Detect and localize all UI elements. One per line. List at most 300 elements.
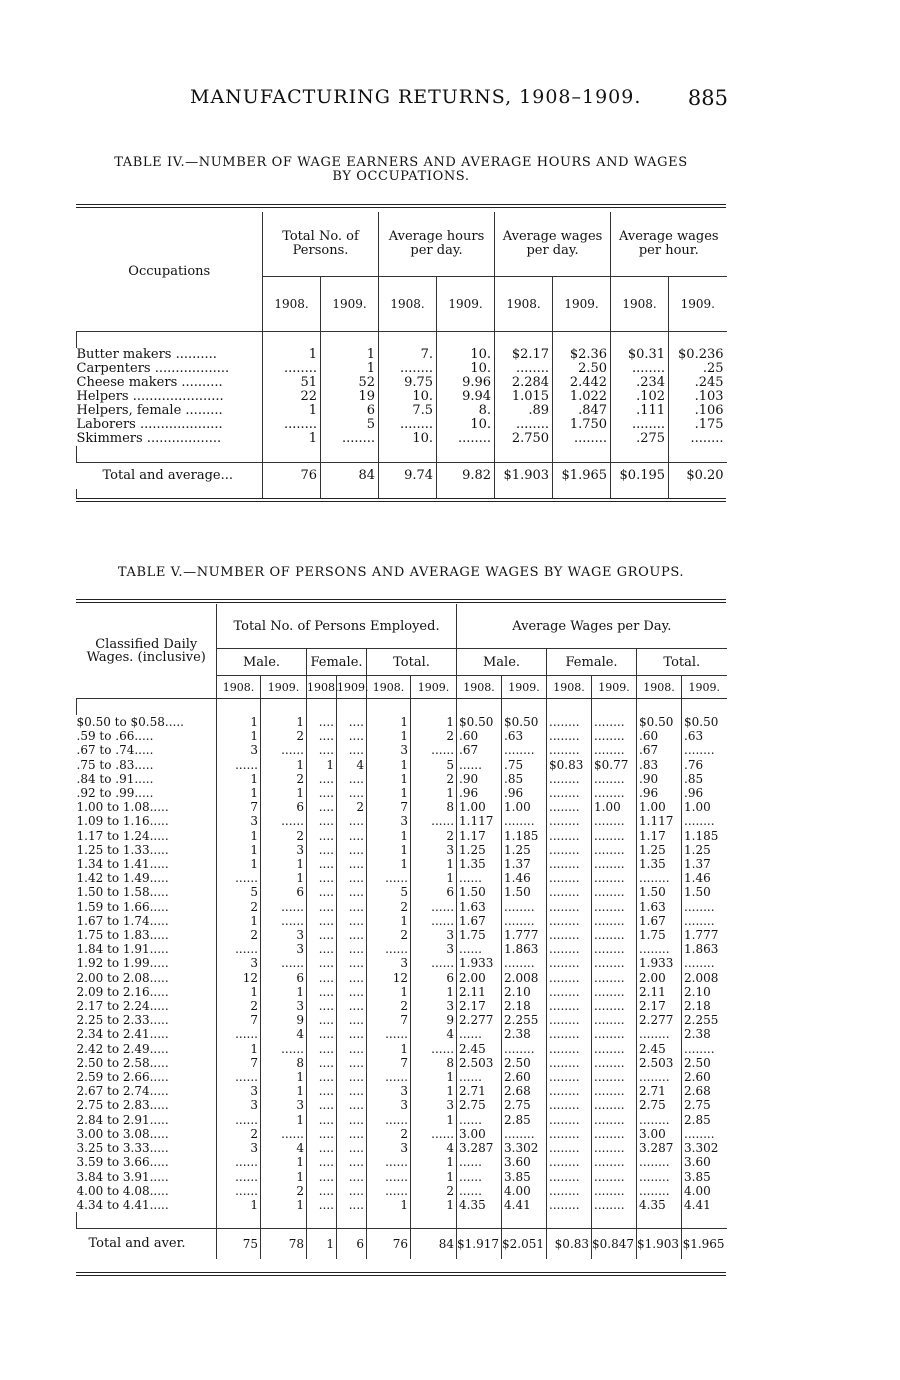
table-cell: .85 bbox=[682, 772, 727, 786]
table-cell: 3 bbox=[217, 956, 261, 970]
table-cell: 2.75 bbox=[682, 1098, 727, 1112]
table-row bbox=[77, 999, 727, 1013]
group-header-persons-employed: Total No. of Persons Employed. bbox=[217, 604, 457, 649]
table-cell: ........ bbox=[502, 1042, 547, 1056]
table-row bbox=[77, 772, 727, 786]
table-cell: ...... bbox=[367, 942, 411, 956]
spacer-cell bbox=[263, 446, 321, 463]
table-cell: 1.117 bbox=[457, 814, 502, 828]
table-cell: 10. bbox=[437, 348, 495, 362]
table-cell: 1 bbox=[367, 857, 411, 871]
table-cell: 3 bbox=[261, 928, 307, 942]
table-cell: ........ bbox=[592, 857, 637, 871]
year-header: 1908. bbox=[263, 277, 321, 332]
table-cell: .106 bbox=[669, 404, 727, 418]
table-cell: ........ bbox=[547, 743, 592, 757]
table-cell: 1.185 bbox=[502, 829, 547, 843]
table-cell: 1 bbox=[261, 871, 307, 885]
sub-header-male-wages: Male. bbox=[457, 649, 547, 676]
year-header: 1909. bbox=[669, 277, 727, 332]
total-cell: $1.903 bbox=[637, 1229, 682, 1260]
table-cell: 2 bbox=[261, 829, 307, 843]
table-cell: 7 bbox=[217, 1056, 261, 1070]
table-cell: 3 bbox=[217, 743, 261, 757]
table-cell: 1.00 bbox=[682, 800, 727, 814]
table-cell: ...... bbox=[261, 814, 307, 828]
table-cell: .111 bbox=[611, 404, 669, 418]
table-cell: 51 bbox=[263, 376, 321, 390]
total-cell: 84 bbox=[411, 1229, 457, 1260]
table-cell: 2.008 bbox=[682, 971, 727, 985]
table-cell: ...... bbox=[261, 914, 307, 928]
table-cell: ...... bbox=[457, 1170, 502, 1184]
table-cell: ........ bbox=[502, 743, 547, 757]
table-cell: 1 bbox=[367, 729, 411, 743]
table-cell: 3 bbox=[411, 999, 457, 1013]
running-title: MANUFACTURING RETURNS, 1908–1909. bbox=[190, 86, 642, 108]
table-cell: ........ bbox=[547, 814, 592, 828]
table-cell: ...... bbox=[367, 1184, 411, 1198]
sub-header-male: Male. bbox=[217, 649, 307, 676]
table-cell: 1.25 bbox=[637, 843, 682, 857]
wage-group-label: 1.75 to 1.83..... bbox=[76, 928, 169, 943]
spacer-cell bbox=[682, 1212, 727, 1229]
table-row bbox=[77, 715, 727, 729]
table-cell: .... bbox=[307, 956, 337, 970]
table-cell: 5 bbox=[321, 418, 379, 432]
spacer-cell bbox=[411, 699, 457, 716]
table-cell: 1 bbox=[261, 758, 307, 772]
table-cell: ........ bbox=[502, 900, 547, 914]
table-cell: ........ bbox=[547, 715, 592, 729]
year-header: 1908. bbox=[547, 676, 592, 699]
total-cell: $0.847 bbox=[592, 1229, 637, 1260]
table-cell: ...... bbox=[367, 1170, 411, 1184]
table-cell: .... bbox=[307, 1113, 337, 1127]
table-cell: .... bbox=[307, 971, 337, 985]
table-cell: ...... bbox=[411, 1042, 457, 1056]
table4-bottom-rule bbox=[76, 498, 726, 502]
table-cell: .... bbox=[307, 829, 337, 843]
table-cell: 1 bbox=[367, 715, 411, 729]
table-cell: ...... bbox=[457, 1184, 502, 1198]
table-cell: 1.37 bbox=[502, 857, 547, 871]
wage-group-label: 1.09 to 1.16..... bbox=[76, 814, 169, 829]
table-cell: .96 bbox=[457, 786, 502, 800]
table-row bbox=[77, 914, 727, 928]
table-cell: 1 bbox=[411, 1170, 457, 1184]
table-cell: 1 bbox=[261, 1113, 307, 1127]
table-cell: 2.442 bbox=[553, 376, 611, 390]
table-cell: 5 bbox=[411, 758, 457, 772]
table-cell: ........ bbox=[682, 743, 727, 757]
table-cell: 8. bbox=[437, 404, 495, 418]
spacer-cell bbox=[682, 699, 727, 716]
table-cell: 1.67 bbox=[637, 914, 682, 928]
table-cell: ........ bbox=[547, 1098, 592, 1112]
table-cell: ........ bbox=[502, 914, 547, 928]
table-row bbox=[77, 885, 727, 899]
table-cell: ........ bbox=[547, 1141, 592, 1155]
table-cell: .... bbox=[337, 814, 367, 828]
spacer-cell bbox=[592, 699, 637, 716]
table-cell: .... bbox=[337, 956, 367, 970]
table-row bbox=[77, 1042, 727, 1056]
year-header: 1909. bbox=[411, 676, 457, 699]
table-cell: ........ bbox=[592, 743, 637, 757]
year-header: 1909. bbox=[321, 277, 379, 332]
spacer-cell bbox=[77, 332, 263, 349]
table-cell: 2.00 bbox=[637, 971, 682, 985]
table-cell: .102 bbox=[611, 390, 669, 404]
table-cell: .... bbox=[307, 1070, 337, 1084]
table-row bbox=[77, 928, 727, 942]
table-cell: .63 bbox=[502, 729, 547, 743]
table-cell: 2.503 bbox=[457, 1056, 502, 1070]
table-cell: ........ bbox=[592, 786, 637, 800]
wage-group-label: 2.84 to 2.91..... bbox=[76, 1112, 169, 1127]
table-cell: ........ bbox=[547, 843, 592, 857]
spacer-cell bbox=[307, 699, 337, 716]
spacer-cell bbox=[553, 446, 611, 463]
occupation-label: Cheese makers .......... bbox=[76, 376, 223, 390]
total-cell: 84 bbox=[321, 463, 379, 490]
table-cell: 2 bbox=[337, 800, 367, 814]
table-cell: 2.75 bbox=[457, 1098, 502, 1112]
table-cell: .83 bbox=[637, 758, 682, 772]
table-cell: 7 bbox=[217, 1013, 261, 1027]
table-cell: ........ bbox=[592, 1198, 637, 1212]
table-row bbox=[77, 1127, 727, 1141]
table-cell: 2.00 bbox=[457, 971, 502, 985]
table-cell: 2.17 bbox=[637, 999, 682, 1013]
table-cell: .75 bbox=[502, 758, 547, 772]
table-cell: ........ bbox=[637, 1155, 682, 1169]
total-cell: 9.82 bbox=[437, 463, 495, 490]
spacer-cell bbox=[437, 332, 495, 349]
table-cell: .... bbox=[307, 1155, 337, 1169]
table-cell: .... bbox=[337, 743, 367, 757]
table-cell: 2.11 bbox=[457, 985, 502, 999]
table-cell: 1 bbox=[261, 1198, 307, 1212]
spacer-cell bbox=[611, 446, 669, 463]
table-cell: ........ bbox=[547, 885, 592, 899]
table-row bbox=[77, 432, 727, 446]
table-cell: ........ bbox=[592, 900, 637, 914]
table-cell: ........ bbox=[547, 857, 592, 871]
table-row bbox=[77, 1155, 727, 1169]
table-cell: ........ bbox=[547, 999, 592, 1013]
year-header: 1909. bbox=[437, 277, 495, 332]
table-cell: 3 bbox=[411, 942, 457, 956]
spacer-cell bbox=[502, 1212, 547, 1229]
table-cell: .90 bbox=[637, 772, 682, 786]
table-cell: ........ bbox=[547, 800, 592, 814]
table-cell: 7 bbox=[367, 800, 411, 814]
table-cell: 2.10 bbox=[682, 985, 727, 999]
table-cell: .... bbox=[337, 942, 367, 956]
table-cell: ...... bbox=[457, 758, 502, 772]
table-cell: .... bbox=[307, 1013, 337, 1027]
table-cell: 1.63 bbox=[457, 900, 502, 914]
total-cell: $2.051 bbox=[502, 1229, 547, 1260]
table-cell: 1 bbox=[217, 829, 261, 843]
wage-group-label: 3.84 to 3.91..... bbox=[76, 1169, 169, 1184]
table-cell: ........ bbox=[592, 1070, 637, 1084]
year-header: 1908. bbox=[379, 277, 437, 332]
table-cell: 4.41 bbox=[682, 1198, 727, 1212]
table-cell: ...... bbox=[457, 1027, 502, 1041]
table-row bbox=[77, 857, 727, 871]
table-cell: ........ bbox=[547, 871, 592, 885]
table-cell: 1.17 bbox=[637, 829, 682, 843]
table-cell: 3.85 bbox=[502, 1170, 547, 1184]
spacer-cell bbox=[367, 699, 411, 716]
table-cell: .... bbox=[337, 1155, 367, 1169]
table-row bbox=[77, 971, 727, 985]
table-cell: 1.863 bbox=[502, 942, 547, 956]
table-cell: .... bbox=[337, 971, 367, 985]
table4-title-line1: TABLE IV.—NUMBER OF WAGE EARNERS AND AVERAGE HOURS AND WAGES bbox=[114, 155, 688, 170]
table-cell: .... bbox=[307, 914, 337, 928]
table-cell: $2.17 bbox=[495, 348, 553, 362]
table-cell: .... bbox=[307, 786, 337, 800]
table-cell: 1 bbox=[411, 857, 457, 871]
wage-group-label: 1.50 to 1.58..... bbox=[76, 885, 169, 900]
table-cell: ........ bbox=[502, 814, 547, 828]
table-cell: 1.46 bbox=[682, 871, 727, 885]
table-cell: 1.50 bbox=[457, 885, 502, 899]
table-cell: 3.00 bbox=[457, 1127, 502, 1141]
table-cell: ...... bbox=[367, 871, 411, 885]
table-cell: .... bbox=[337, 1113, 367, 1127]
table-cell: ........ bbox=[592, 1013, 637, 1027]
table-cell: ........ bbox=[502, 956, 547, 970]
table-row bbox=[77, 942, 727, 956]
wage-group-label: 2.09 to 2.16..... bbox=[76, 984, 169, 999]
table-cell: 3.287 bbox=[457, 1141, 502, 1155]
table-cell: 2.750 bbox=[495, 432, 553, 446]
table-cell: 2 bbox=[261, 772, 307, 786]
table-cell: ........ bbox=[547, 928, 592, 942]
table-cell: ...... bbox=[411, 956, 457, 970]
table-cell: 3.85 bbox=[682, 1170, 727, 1184]
table-cell: ...... bbox=[367, 1027, 411, 1041]
table-row bbox=[77, 418, 727, 432]
table-row bbox=[77, 1141, 727, 1155]
table-cell: 1 bbox=[367, 786, 411, 800]
table-cell: ...... bbox=[261, 743, 307, 757]
table-cell: .... bbox=[337, 1098, 367, 1112]
wage-group-label: 2.50 to 2.58..... bbox=[76, 1055, 169, 1070]
spacer-cell bbox=[495, 446, 553, 463]
table-row bbox=[77, 1084, 727, 1098]
table-cell: .96 bbox=[502, 786, 547, 800]
spacer-cell bbox=[261, 699, 307, 716]
table-cell: 1 bbox=[263, 432, 321, 446]
table-cell: .... bbox=[307, 814, 337, 828]
table-cell: 3.60 bbox=[682, 1155, 727, 1169]
wage-group-label: .92 to .99..... bbox=[76, 786, 154, 801]
table-cell: 2.71 bbox=[637, 1084, 682, 1098]
year-header: 1909. bbox=[682, 676, 727, 699]
table-cell: 7.5 bbox=[379, 404, 437, 418]
table-cell: 1 bbox=[263, 348, 321, 362]
table-cell: 4 bbox=[261, 1141, 307, 1155]
table-cell: 6 bbox=[411, 885, 457, 899]
table-cell: $0.50 bbox=[637, 715, 682, 729]
year-header: 1909. bbox=[261, 676, 307, 699]
table-cell: 3 bbox=[217, 1084, 261, 1098]
table-cell: 3 bbox=[367, 1084, 411, 1098]
table-cell: .... bbox=[307, 999, 337, 1013]
page-number: 885 bbox=[687, 86, 728, 110]
table-cell: 3 bbox=[261, 1098, 307, 1112]
table-cell: ........ bbox=[592, 1155, 637, 1169]
table-cell: ........ bbox=[495, 418, 553, 432]
spacer-cell bbox=[637, 699, 682, 716]
table-cell: $0.31 bbox=[611, 348, 669, 362]
table-cell: 10. bbox=[379, 390, 437, 404]
spacer-cell bbox=[669, 332, 727, 349]
total-label: Total and aver. bbox=[77, 1229, 217, 1260]
table-cell: ........ bbox=[437, 432, 495, 446]
table-cell: .... bbox=[307, 715, 337, 729]
table-cell: 2 bbox=[217, 900, 261, 914]
table-cell: ...... bbox=[457, 1113, 502, 1127]
table-cell: ........ bbox=[682, 814, 727, 828]
table-cell: $0.236 bbox=[669, 348, 727, 362]
table-cell: 4 bbox=[411, 1027, 457, 1041]
table-row bbox=[77, 390, 727, 404]
table-cell: 1.00 bbox=[637, 800, 682, 814]
table-cell: .... bbox=[337, 1042, 367, 1056]
table-cell: ........ bbox=[592, 814, 637, 828]
table-cell: 1.75 bbox=[637, 928, 682, 942]
wage-group-label: .75 to .83..... bbox=[76, 757, 154, 772]
table-cell: 2.18 bbox=[682, 999, 727, 1013]
table-row bbox=[77, 829, 727, 843]
table-cell: ........ bbox=[592, 1042, 637, 1056]
table-cell: .175 bbox=[669, 418, 727, 432]
table-cell: ...... bbox=[261, 956, 307, 970]
table-cell: .... bbox=[337, 1127, 367, 1141]
table4-title-line2: BY OCCUPATIONS. bbox=[332, 169, 470, 184]
table-cell: 2.284 bbox=[495, 376, 553, 390]
year-header: 1908. bbox=[495, 277, 553, 332]
table-cell: 4 bbox=[411, 1141, 457, 1155]
table-cell: ........ bbox=[592, 1084, 637, 1098]
wage-group-label: 1.67 to 1.74..... bbox=[76, 913, 169, 928]
table-cell: ........ bbox=[637, 1027, 682, 1041]
table-cell: 1 bbox=[367, 772, 411, 786]
table-cell: ...... bbox=[217, 1113, 261, 1127]
table-cell: 1 bbox=[411, 715, 457, 729]
group-header-wages-day: Average wages per day. bbox=[495, 212, 611, 277]
table-cell: .... bbox=[307, 1141, 337, 1155]
table-cell: 1.35 bbox=[637, 857, 682, 871]
table-cell: .... bbox=[307, 743, 337, 757]
spacer-cell bbox=[547, 699, 592, 716]
table-cell: .... bbox=[307, 1184, 337, 1198]
table-row bbox=[77, 1013, 727, 1027]
wage-group-label: .84 to .91..... bbox=[76, 771, 154, 786]
table5 bbox=[76, 604, 727, 1259]
table-cell: ........ bbox=[547, 914, 592, 928]
total-cell: $0.20 bbox=[669, 463, 727, 490]
table-cell: 1 bbox=[217, 985, 261, 999]
table-cell: .234 bbox=[611, 376, 669, 390]
table-cell: 10. bbox=[437, 362, 495, 376]
table-cell: 1 bbox=[261, 1070, 307, 1084]
table-cell: .... bbox=[337, 843, 367, 857]
table-cell: ...... bbox=[411, 814, 457, 828]
year-header: 1908. bbox=[307, 676, 337, 699]
table-cell: .... bbox=[337, 1141, 367, 1155]
table-cell: 2 bbox=[411, 729, 457, 743]
table-cell: ........ bbox=[379, 362, 437, 376]
table-cell: 3.00 bbox=[637, 1127, 682, 1141]
table-cell: $0.77 bbox=[592, 758, 637, 772]
total-cell: $1.903 bbox=[495, 463, 553, 490]
table-cell: 2 bbox=[217, 928, 261, 942]
table-cell: .... bbox=[337, 1056, 367, 1070]
table-cell: ........ bbox=[547, 1027, 592, 1041]
table-cell: .96 bbox=[637, 786, 682, 800]
table-cell: ........ bbox=[592, 729, 637, 743]
table-cell: 2 bbox=[217, 1127, 261, 1141]
table-cell: 3 bbox=[261, 942, 307, 956]
table5-top-rule bbox=[76, 599, 726, 603]
wage-group-label: 2.67 to 2.74..... bbox=[76, 1084, 169, 1099]
table5-bottom-rule bbox=[76, 1272, 726, 1276]
table-cell: 2.10 bbox=[502, 985, 547, 999]
wage-group-label: 1.00 to 1.08..... bbox=[76, 800, 169, 815]
table-cell: 1 bbox=[261, 1084, 307, 1098]
table-cell: 2.255 bbox=[502, 1013, 547, 1027]
table-cell: 1.015 bbox=[495, 390, 553, 404]
table4 bbox=[76, 212, 727, 499]
table-cell: 3 bbox=[411, 843, 457, 857]
table-cell: 4.35 bbox=[637, 1198, 682, 1212]
table-cell: 4 bbox=[337, 758, 367, 772]
table-cell: 6 bbox=[411, 971, 457, 985]
spacer-cell bbox=[77, 1212, 217, 1229]
table-cell: 1.37 bbox=[682, 857, 727, 871]
table-cell: ........ bbox=[547, 1127, 592, 1141]
year-header: 1908. bbox=[217, 676, 261, 699]
spacer-cell bbox=[263, 332, 321, 349]
table-cell: ........ bbox=[611, 418, 669, 432]
table-cell: ........ bbox=[637, 1070, 682, 1084]
table-cell: 5 bbox=[367, 885, 411, 899]
table-cell: 2 bbox=[217, 999, 261, 1013]
table-cell: 1.933 bbox=[637, 956, 682, 970]
table-cell: 1 bbox=[261, 786, 307, 800]
table-cell: 1.50 bbox=[682, 885, 727, 899]
table-cell: ........ bbox=[592, 985, 637, 999]
table-cell: 1.63 bbox=[637, 900, 682, 914]
table-cell: ........ bbox=[553, 432, 611, 446]
table-cell: ........ bbox=[547, 1184, 592, 1198]
table-cell: ...... bbox=[261, 1127, 307, 1141]
table-cell: 1 bbox=[367, 758, 411, 772]
table-cell: ........ bbox=[547, 985, 592, 999]
table4-top-rule bbox=[76, 204, 726, 208]
total-cell: $1.965 bbox=[682, 1229, 727, 1260]
table-cell: ...... bbox=[457, 1155, 502, 1169]
table-row bbox=[77, 1184, 727, 1198]
